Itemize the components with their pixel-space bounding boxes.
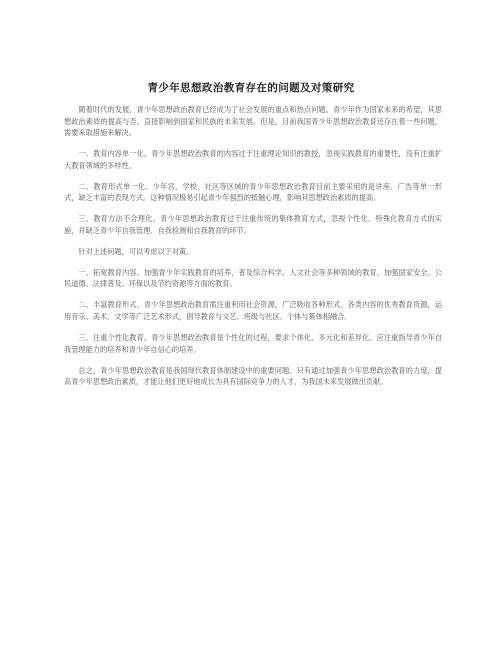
paragraph-problem-3: 三、教育方法不合理化。青少年思想政治教育过于注重传统的集体教育方式，忽视个性化、特殊化教育方式的实施，并缺乏青少年自我管理、自我检测和自我教育的环节。 — [64, 214, 442, 235]
paragraph-intro: 随着时代的发展，青少年思想政治教育已经成为了社会发展的重点和热点问题。青少年作为国家未来的希望，其思想政治素质的提高与否，直接影响到国家和民族的未来发展。但是，目前我国青少年思想政治教育还存在着一些问题，需要采取措施来解决。 — [64, 105, 442, 138]
document-body — [64, 104, 442, 397]
paragraph-problem-2: 二、教育形式单一化。少年宫、学校、社区等区域的青少年思想政治教育目前主要采用的是讲座、广告等单一形式，缺乏丰富的表现方式。这种情况极易引起青少年强烈的抵触心理，影响其思想政治素质的提高。 — [64, 181, 442, 203]
paragraph-transition: 针对上述问题，可以考虑以下对策。 — [78, 246, 194, 256]
document-title: 青少年思想政治教育存在的问题及对策研究 — [147, 82, 355, 94]
paragraph-measure-1: 一、拓宽教育内容。加强青少年实践教育的培养，普及综合科学、人文社会等多种领域的教育。加强国家安全、公民道德、法律普及、环保以及节约资源等方面的教育。 — [64, 267, 442, 289]
paragraph-measure-3: 三、注重个性化教育。青少年思想政治教育是个性化的过程，要求个体化、多元化和差异化。应注重指导青少年自我管理能力的培养和青少年自信心的培养。 — [64, 333, 442, 354]
paragraph-measure-2: 二、丰富教育形式。青少年思想政治教育需注重利用社会资源，广泛吸收各种形式、各类内容的优秀教育资源，运用音乐、美术、文学等广泛艺术形式，倡导教育与文艺、班级与社区、个体与集体相融合。 — [64, 300, 442, 322]
paragraph-conclusion: 总之，青少年思想政治教育是我国现代教育体制建设中的重要问题。只有通过加强青少年思想政治教育的力度，提高青少年思想政治素质，才能让他们更好地成长为具有国际竞争力的人才，为我国未来发展做出贡献。 — [64, 365, 442, 387]
paragraph-problem-1: 一、教育内容单一化。青少年思想政治教育的内容过于注重理论知识的教授，忽视实践教育的重要性，没有注重扩大教育领域的多样性。 — [64, 149, 442, 170]
